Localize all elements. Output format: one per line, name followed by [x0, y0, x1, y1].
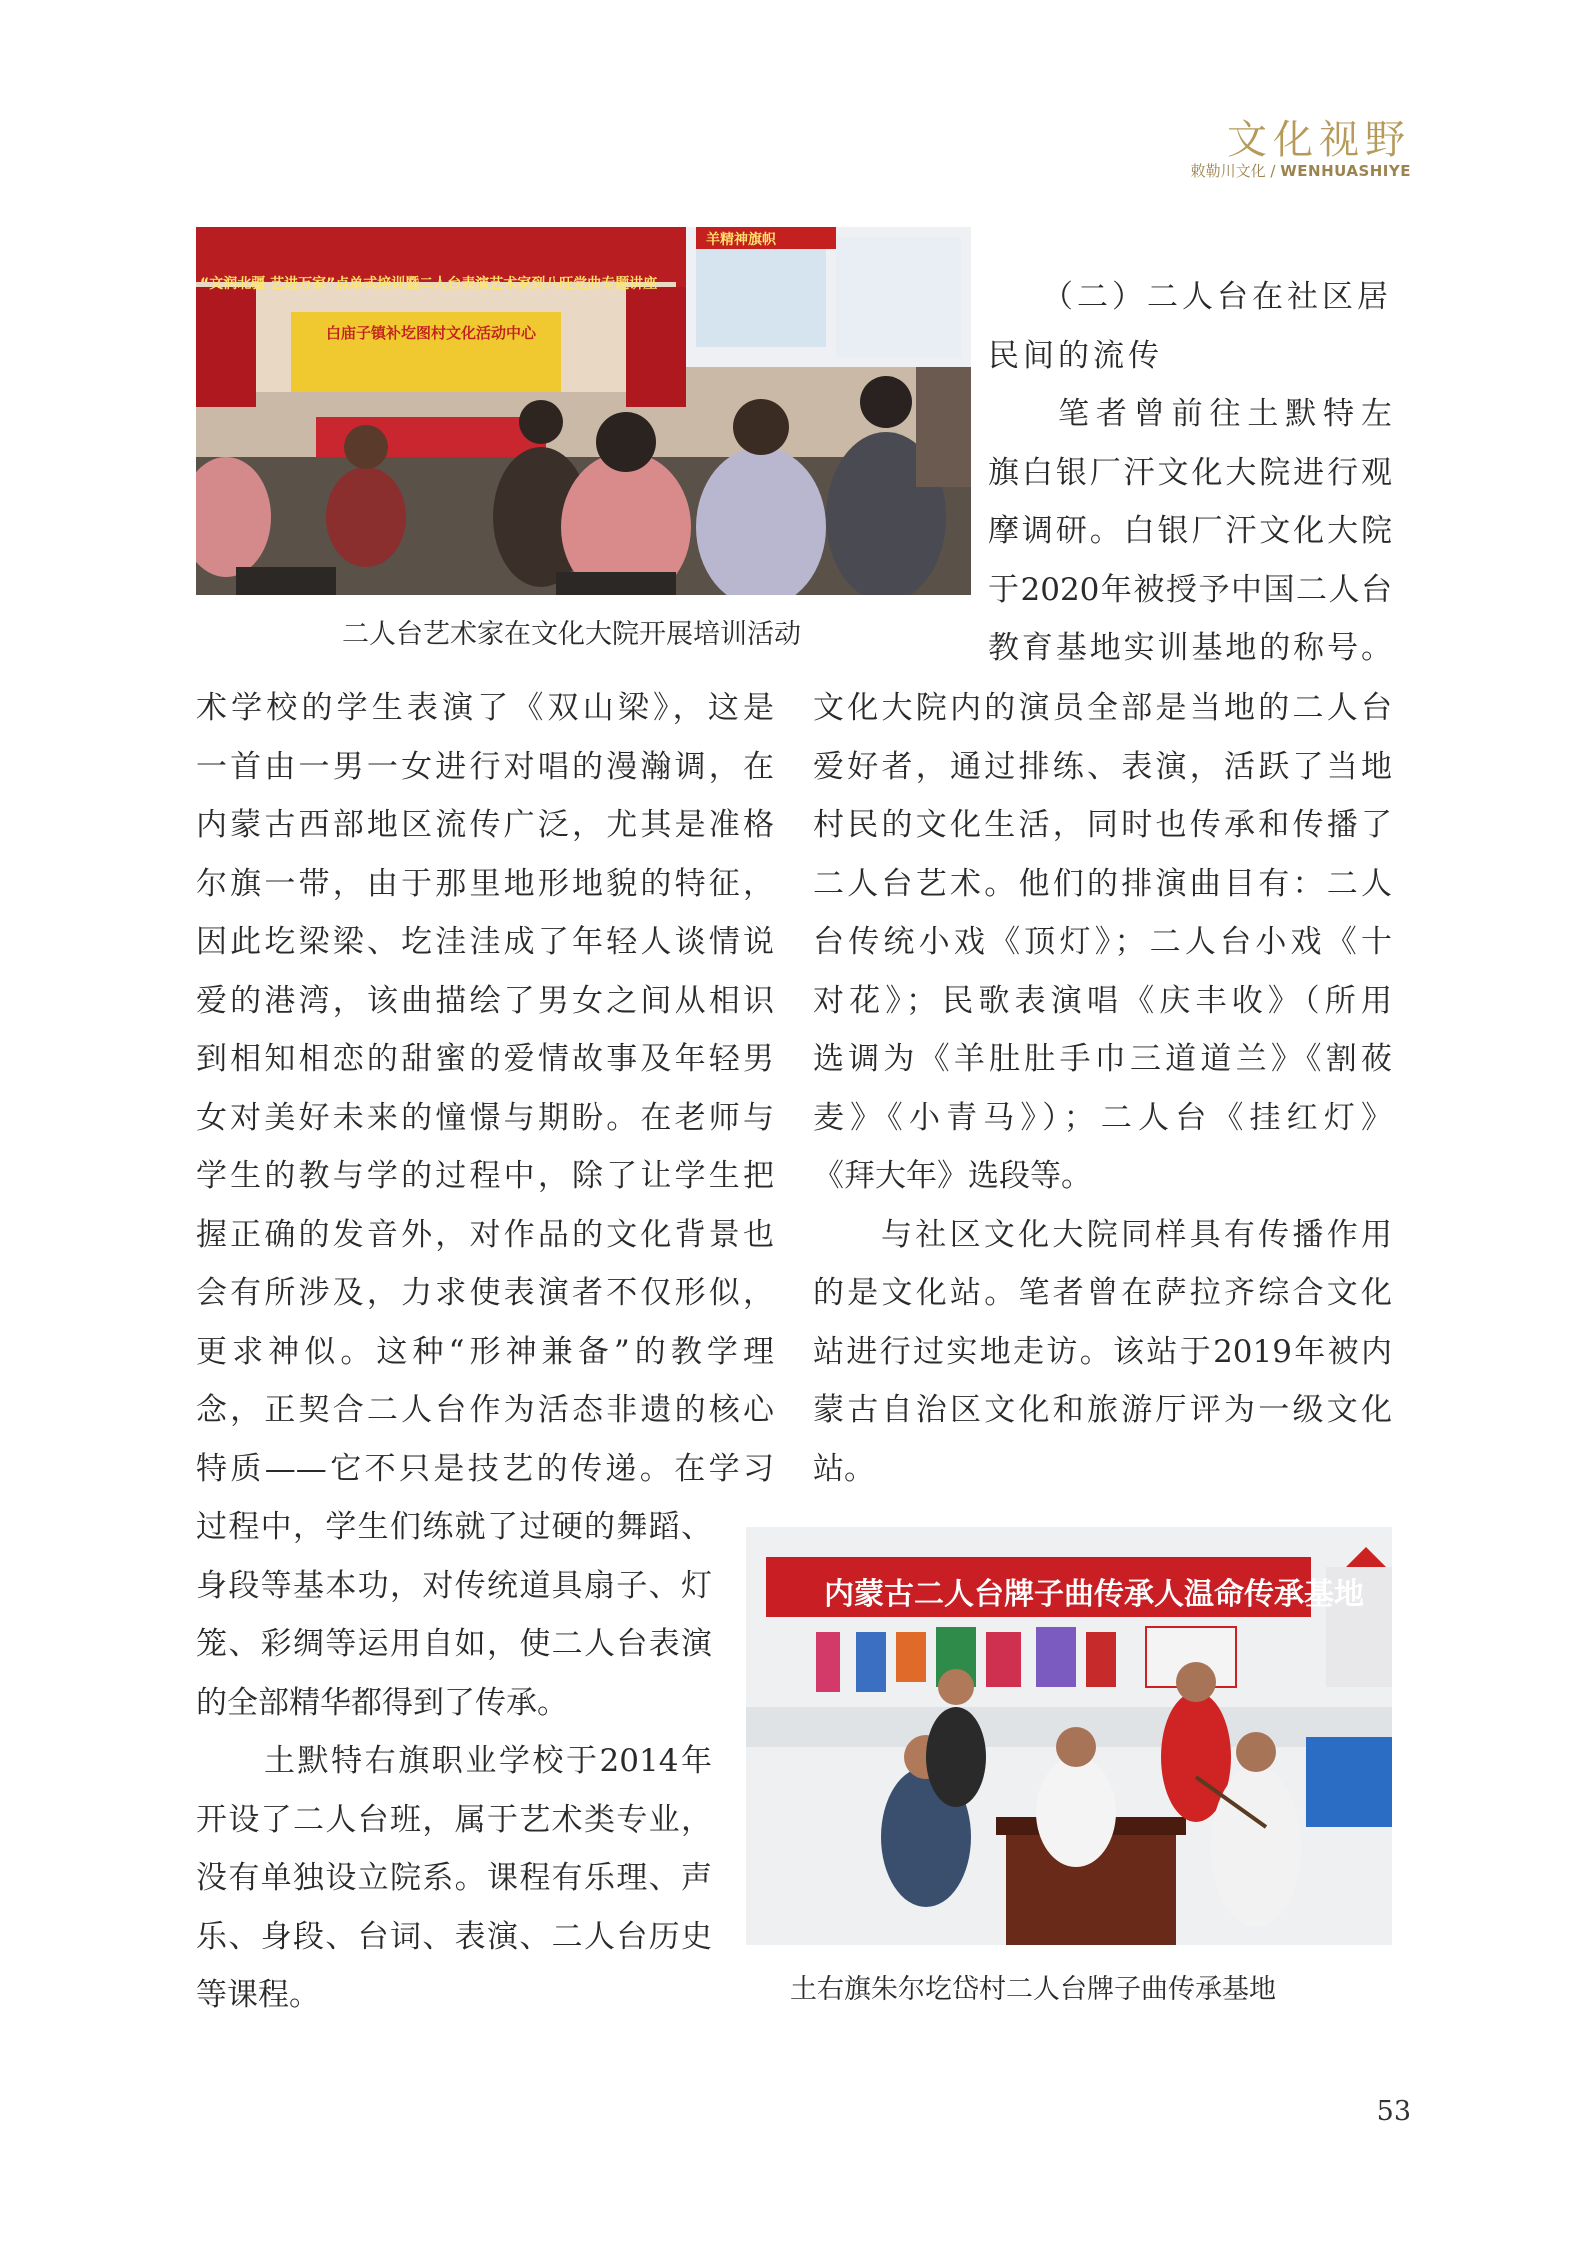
- paragraph-line: 文化大院内的演员全部是当地的二人台: [813, 690, 1392, 726]
- photo2-banner-text: 内蒙古二人台牌子曲传承人温命传承基地: [824, 1577, 1364, 1612]
- paragraph-line: 选调为《羊肚肚手巾三道道兰》《割莜: [813, 1041, 1392, 1077]
- paragraph-line: 特质——它不只是技艺的传递。在学习: [196, 1450, 774, 1487]
- paragraph-line: 于2020年被授予中国二人台: [988, 571, 1392, 608]
- paragraph-line: 尔旗一带，由于那里地形地貌的特征，: [196, 865, 774, 902]
- paragraph-line: 握正确的发音外，对作品的文化背景也: [196, 1216, 774, 1253]
- paragraph-line: 旗白银厂汗文化大院进行观: [988, 454, 1392, 491]
- paragraph-line: 麦》《小青马》）；二人台《挂红灯》: [813, 1099, 1392, 1136]
- paragraph-line: 笼、彩绸等运用自如，使二人台表演: [196, 1626, 712, 1662]
- section-heading-line: （二）二人台在社区居: [1042, 279, 1392, 315]
- section-title: 文化视野: [1227, 117, 1411, 163]
- right-top-text: [988, 268, 1392, 678]
- paragraph-line: 因此圪梁梁、圪洼洼成了年轻人谈情说: [196, 924, 774, 960]
- photo1-banner-sub: 白庙子镇补圪图村文化活动中心: [326, 324, 537, 342]
- training-activity-photo: [196, 227, 971, 595]
- paragraph-line: 村民的文化生活，同时也传承和传播了: [813, 807, 1392, 843]
- paragraph-line: 教育基地实训基地的称号。: [988, 630, 1392, 666]
- photo2-caption: 土右旗朱尔圪岱村二人台牌子曲传承基地: [790, 1974, 1276, 2005]
- photo1-board-text: 羊精神旗帜: [706, 232, 776, 248]
- paragraph-line: 等课程。: [196, 1977, 320, 2013]
- paragraph-line: 对花》；民歌表演唱《庆丰收》（所用: [813, 982, 1392, 1019]
- paragraph-line: 站。: [813, 1450, 875, 1487]
- paragraph-line: 学生的教与学的过程中，除了让学生把: [196, 1158, 774, 1194]
- paragraph-line: 开设了二人台班，属于艺术类专业，: [196, 1801, 712, 1838]
- left-column-narrow-text: [196, 1498, 712, 2025]
- paragraph-line: 念，正契合二人台作为活态非遗的核心: [196, 1392, 774, 1428]
- paragraph-line: 术学校的学生表演了《双山梁》，这是: [196, 690, 774, 726]
- paragraph-line: 《拜大年》选段等。: [813, 1158, 1092, 1194]
- paragraph-line: 土默特右旗职业学校于2014年: [264, 1743, 712, 1779]
- paragraph-line: 蒙古自治区文化和旅游厅评为一级文化: [813, 1392, 1392, 1428]
- paragraph-line: 与社区文化大院同样具有传播作用: [881, 1216, 1392, 1253]
- photo1-banner-text: “文润北疆 艺进万家”点单式培训暨二人台表演艺术家到八旺党曲专题讲座: [200, 276, 658, 292]
- paragraph-line: 一首由一男一女进行对唱的漫瀚调，在: [196, 748, 774, 785]
- left-column-text: [196, 679, 774, 1498]
- section-subtitle: [1191, 160, 1411, 181]
- paragraph-line: 的全部精华都得到了传承。: [196, 1684, 568, 1721]
- section-heading-line: 民间的流传: [988, 337, 1163, 374]
- photo1-caption: 二人台艺术家在文化大院开展培训活动: [342, 619, 801, 650]
- paragraph-line: 摩调研。白银厂汗文化大院: [988, 513, 1392, 549]
- paragraph-line: 的是文化站。笔者曾在萨拉齐综合文化: [813, 1275, 1392, 1311]
- paragraph-line: 会有所涉及，力求使表演者不仅形似，: [196, 1275, 774, 1311]
- section-subtitle-sep: /: [1270, 162, 1276, 180]
- paragraph-line: 身段等基本功，对传统道具扇子、灯: [196, 1567, 712, 1604]
- paragraph-line: 乐、身段、台词、表演、二人台历史: [196, 1918, 712, 1955]
- paragraph-line: 女对美好未来的憧憬与期盼。在老师与: [196, 1099, 774, 1136]
- paragraph-line: 过程中，学生们练就了过硬的舞蹈、: [196, 1509, 712, 1545]
- heritage-base-photo: [746, 1527, 1392, 1945]
- paragraph-line: 台传统小戏《顶灯》；二人台小戏《十: [813, 924, 1392, 960]
- paragraph-line: 内蒙古西部地区流传广泛，尤其是准格: [196, 807, 774, 843]
- section-subtitle-en: WENHUASHIYE: [1280, 162, 1411, 180]
- paragraph-line: 二人台艺术。他们的排演曲目有：二人: [813, 865, 1392, 902]
- paragraph-line: 站进行过实地走访。该站于2019年被内: [813, 1333, 1392, 1370]
- paragraph-line: 没有单独设立院系。课程有乐理、声: [196, 1860, 712, 1896]
- paragraph-line: 到相知相恋的甜蜜的爱情故事及年轻男: [196, 1041, 774, 1077]
- right-column-text: [813, 679, 1392, 1498]
- paragraph-line: 笔者曾前往土默特左: [1058, 396, 1392, 432]
- page-number: 53: [1376, 2096, 1411, 2127]
- paragraph-line: 更求神似。这种“形神兼备”的教学理: [196, 1333, 774, 1370]
- paragraph-line: 爱的港湾，该曲描绘了男女之间从相识: [196, 982, 774, 1019]
- section-subtitle-cn: 敕勒川文化: [1190, 162, 1266, 180]
- paragraph-line: 爱好者，通过排练、表演，活跃了当地: [813, 748, 1392, 785]
